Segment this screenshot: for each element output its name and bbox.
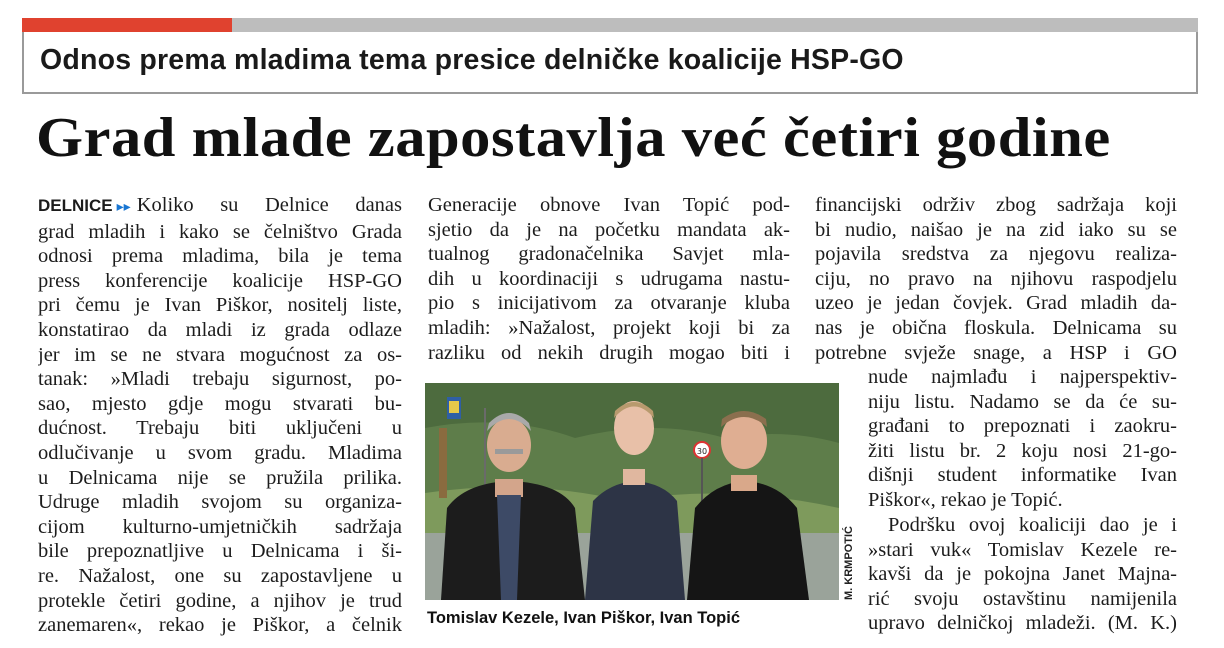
text-line: tualnog gradonačelnika Savjet mla-: [428, 243, 790, 266]
article-headline: Grad mlade zapostavlja već četiri godine: [36, 107, 1111, 169]
text-line: pojavila sredstva za njegovu realiza-: [815, 243, 1177, 266]
article-column-3-paragraph: [868, 513, 1177, 636]
text-line: jer im se ne stvara mogućnost za os-: [38, 343, 402, 366]
text-line: konstatirao da mladi iz grada odlaze: [38, 318, 402, 341]
text-line: pio s inicijativom za otvaranje kluba: [428, 292, 790, 315]
text-line: potrebne svježe snage, a HSP i GO: [815, 341, 1177, 364]
dateline: DELNICE: [38, 196, 113, 215]
text-line: Podršku ovoj koaliciji dao je i: [888, 514, 1177, 536]
text-line: upravo delničkoj mladeži. (M. K.): [868, 612, 1177, 635]
text-line: ciju, no pravo na njihovu raspodjelu: [815, 267, 1177, 290]
photo-credit: M. KRMPOTIĆ: [843, 526, 855, 600]
article-photo: [425, 383, 839, 600]
text-line: sjetio da je na početku mandata ak-: [428, 218, 790, 241]
text-line: rić svoju ostavštinu namijenila: [868, 587, 1177, 610]
text-line: tanak: »Mladi trebaju sigurnost, po-: [38, 368, 402, 391]
text-line: cijom kulturno-umjetničkih sadržaja: [38, 515, 402, 538]
double-arrow-icon: ▸▸: [116, 199, 131, 215]
text-line: re. Nažalost, one su zapostavljene u: [38, 564, 402, 587]
article-column-3: [815, 193, 1177, 365]
text-line: protekle četiri godine, a njihov je trud: [38, 589, 402, 612]
text-line: Udruge mladih svojom su organiza-: [38, 491, 402, 514]
text-line: žiti listu br. 2 koju nosi 21-go-: [868, 439, 1177, 462]
text-line: dućnost. Trebaju biti uključeni u: [38, 417, 402, 440]
section-rule-bar: [232, 18, 1198, 32]
text-line: bi nudio, naišao je na zid iako su se: [815, 218, 1177, 241]
text-line: bile prepoznatljive u Delnicama i ši-: [38, 540, 402, 563]
article-column-3-wrap: [868, 365, 1177, 513]
text-line: nude najmlađu i najperspektiv-: [868, 366, 1177, 388]
photo-illustration: [425, 383, 839, 600]
text-line: »stari vuk« Tomislav Kezele re-: [868, 538, 1177, 561]
text-line: dišnji student informatike Ivan: [868, 464, 1177, 487]
photo-caption: Tomislav Kezele, Ivan Piškor, Ivan Topić: [427, 609, 741, 627]
text-line: u Delnicama nije se pružila prilika.: [38, 466, 402, 489]
text-line: Generacije obnove Ivan Topić pod-: [428, 194, 790, 216]
text-line: kavši da je pokojna Janet Majna-: [868, 563, 1177, 586]
text-line: financijski održiv zbog sadržaja koji: [815, 194, 1177, 216]
text-line: pri čemu je Ivan Piškor, nositelj liste,: [38, 294, 402, 317]
text-line: uzeo je jedan čovjek. Grad mladih da-: [815, 292, 1177, 315]
text-line: Piškor«, rekao je Topić.: [868, 488, 1063, 511]
text-line: građani to prepoznati i zaokru-: [868, 415, 1177, 438]
article-column-2: [428, 193, 790, 365]
text-line: sao, mjesto gdje mogu stvarati bu-: [38, 392, 402, 415]
text-line: dih u koordinaciji s udrugama nastu-: [428, 267, 790, 290]
text-line: zanemaren«, rekao je Piškor, a čelnik: [38, 614, 402, 637]
text-line: razliku od nekih drugih mogao biti i: [428, 341, 790, 364]
article-column-1: [38, 193, 402, 638]
section-accent-bar: [22, 18, 232, 32]
traffic-sign-text: 30: [696, 447, 708, 456]
text-line: grad mladih i kako se čelništvo Grada: [38, 220, 402, 243]
text-line-body: Koliko su Delnice danas: [136, 194, 402, 216]
text-line: niju listu. Nadamo se da će su-: [868, 390, 1177, 413]
text-line: mladih: »Nažalost, projekt koji bi za: [428, 316, 790, 339]
article-kicker: Odnos prema mladima tema presice delničke koalicije HSP-GO: [40, 44, 904, 76]
text-line: [38, 193, 402, 220]
text-line: odlučivanje u svom gradu. Mladima: [38, 441, 402, 464]
text-line: nas je obična floskula. Delnicama su: [815, 316, 1177, 339]
text-line: odnosi prema mladima, bila je tema: [38, 245, 402, 268]
text-line: press konferencije koalicije HSP-GO: [38, 269, 402, 292]
